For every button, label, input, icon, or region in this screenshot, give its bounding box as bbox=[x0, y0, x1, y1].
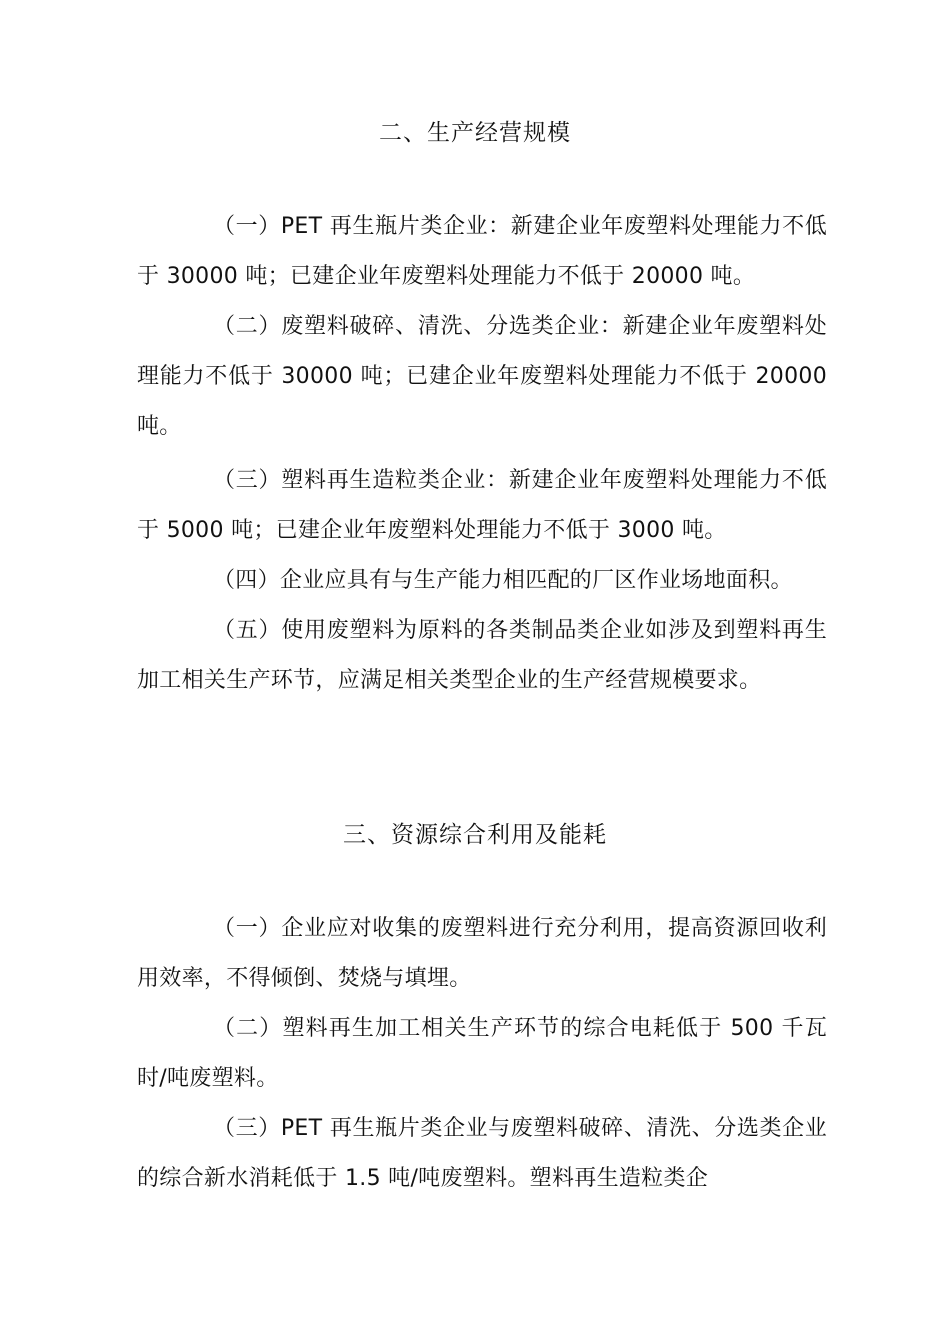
paragraph-product-enterprises: （五）使用废塑料为原料的各类制品类企业如涉及到塑料再生加工相关生产环节，应满足相关类型企业的生产经营规模要求。 bbox=[137, 618, 827, 693]
section-heading-resource-energy: 三、资源综合利用及能耗 bbox=[343, 822, 607, 848]
section-heading-production-scale: 二、生产经营规模 bbox=[379, 120, 571, 146]
paragraph-pet-flake-capacity: （一）PET 再生瓶片类企业：新建企业年废塑料处理能力不低于 30000 吨；已建企业年废塑料处理能力不低于 20000 吨。 bbox=[137, 214, 827, 289]
paragraph-granulation-capacity: （三）塑料再生造粒类企业：新建企业年废塑料处理能力不低于 5000 吨；已建企业年废塑料处理能力不低于 3000 吨。 bbox=[137, 468, 827, 543]
paragraph-crushing-cleaning-capacity: （二）废塑料破碎、清洗、分选类企业：新建企业年废塑料处理能力不低于 30000 吨；已建企业年废塑料处理能力不低于 20000 吨。 bbox=[137, 314, 827, 439]
paragraph-water-consumption: （三）PET 再生瓶片类企业与废塑料破碎、清洗、分选类企业的综合新水消耗低于 1.5 吨/吨废塑料。塑料再生造粒类企 bbox=[137, 1116, 827, 1191]
paragraph-resource-utilization: （一）企业应对收集的废塑料进行充分利用，提高资源回收利用效率，不得倾倒、焚烧与填埋。 bbox=[137, 916, 827, 991]
paragraph-electricity-consumption: （二）塑料再生加工相关生产环节的综合电耗低于 500 千瓦时/吨废塑料。 bbox=[137, 1016, 827, 1091]
paragraph-site-area: （四）企业应具有与生产能力相匹配的厂区作业场地面积。 bbox=[213, 568, 793, 593]
